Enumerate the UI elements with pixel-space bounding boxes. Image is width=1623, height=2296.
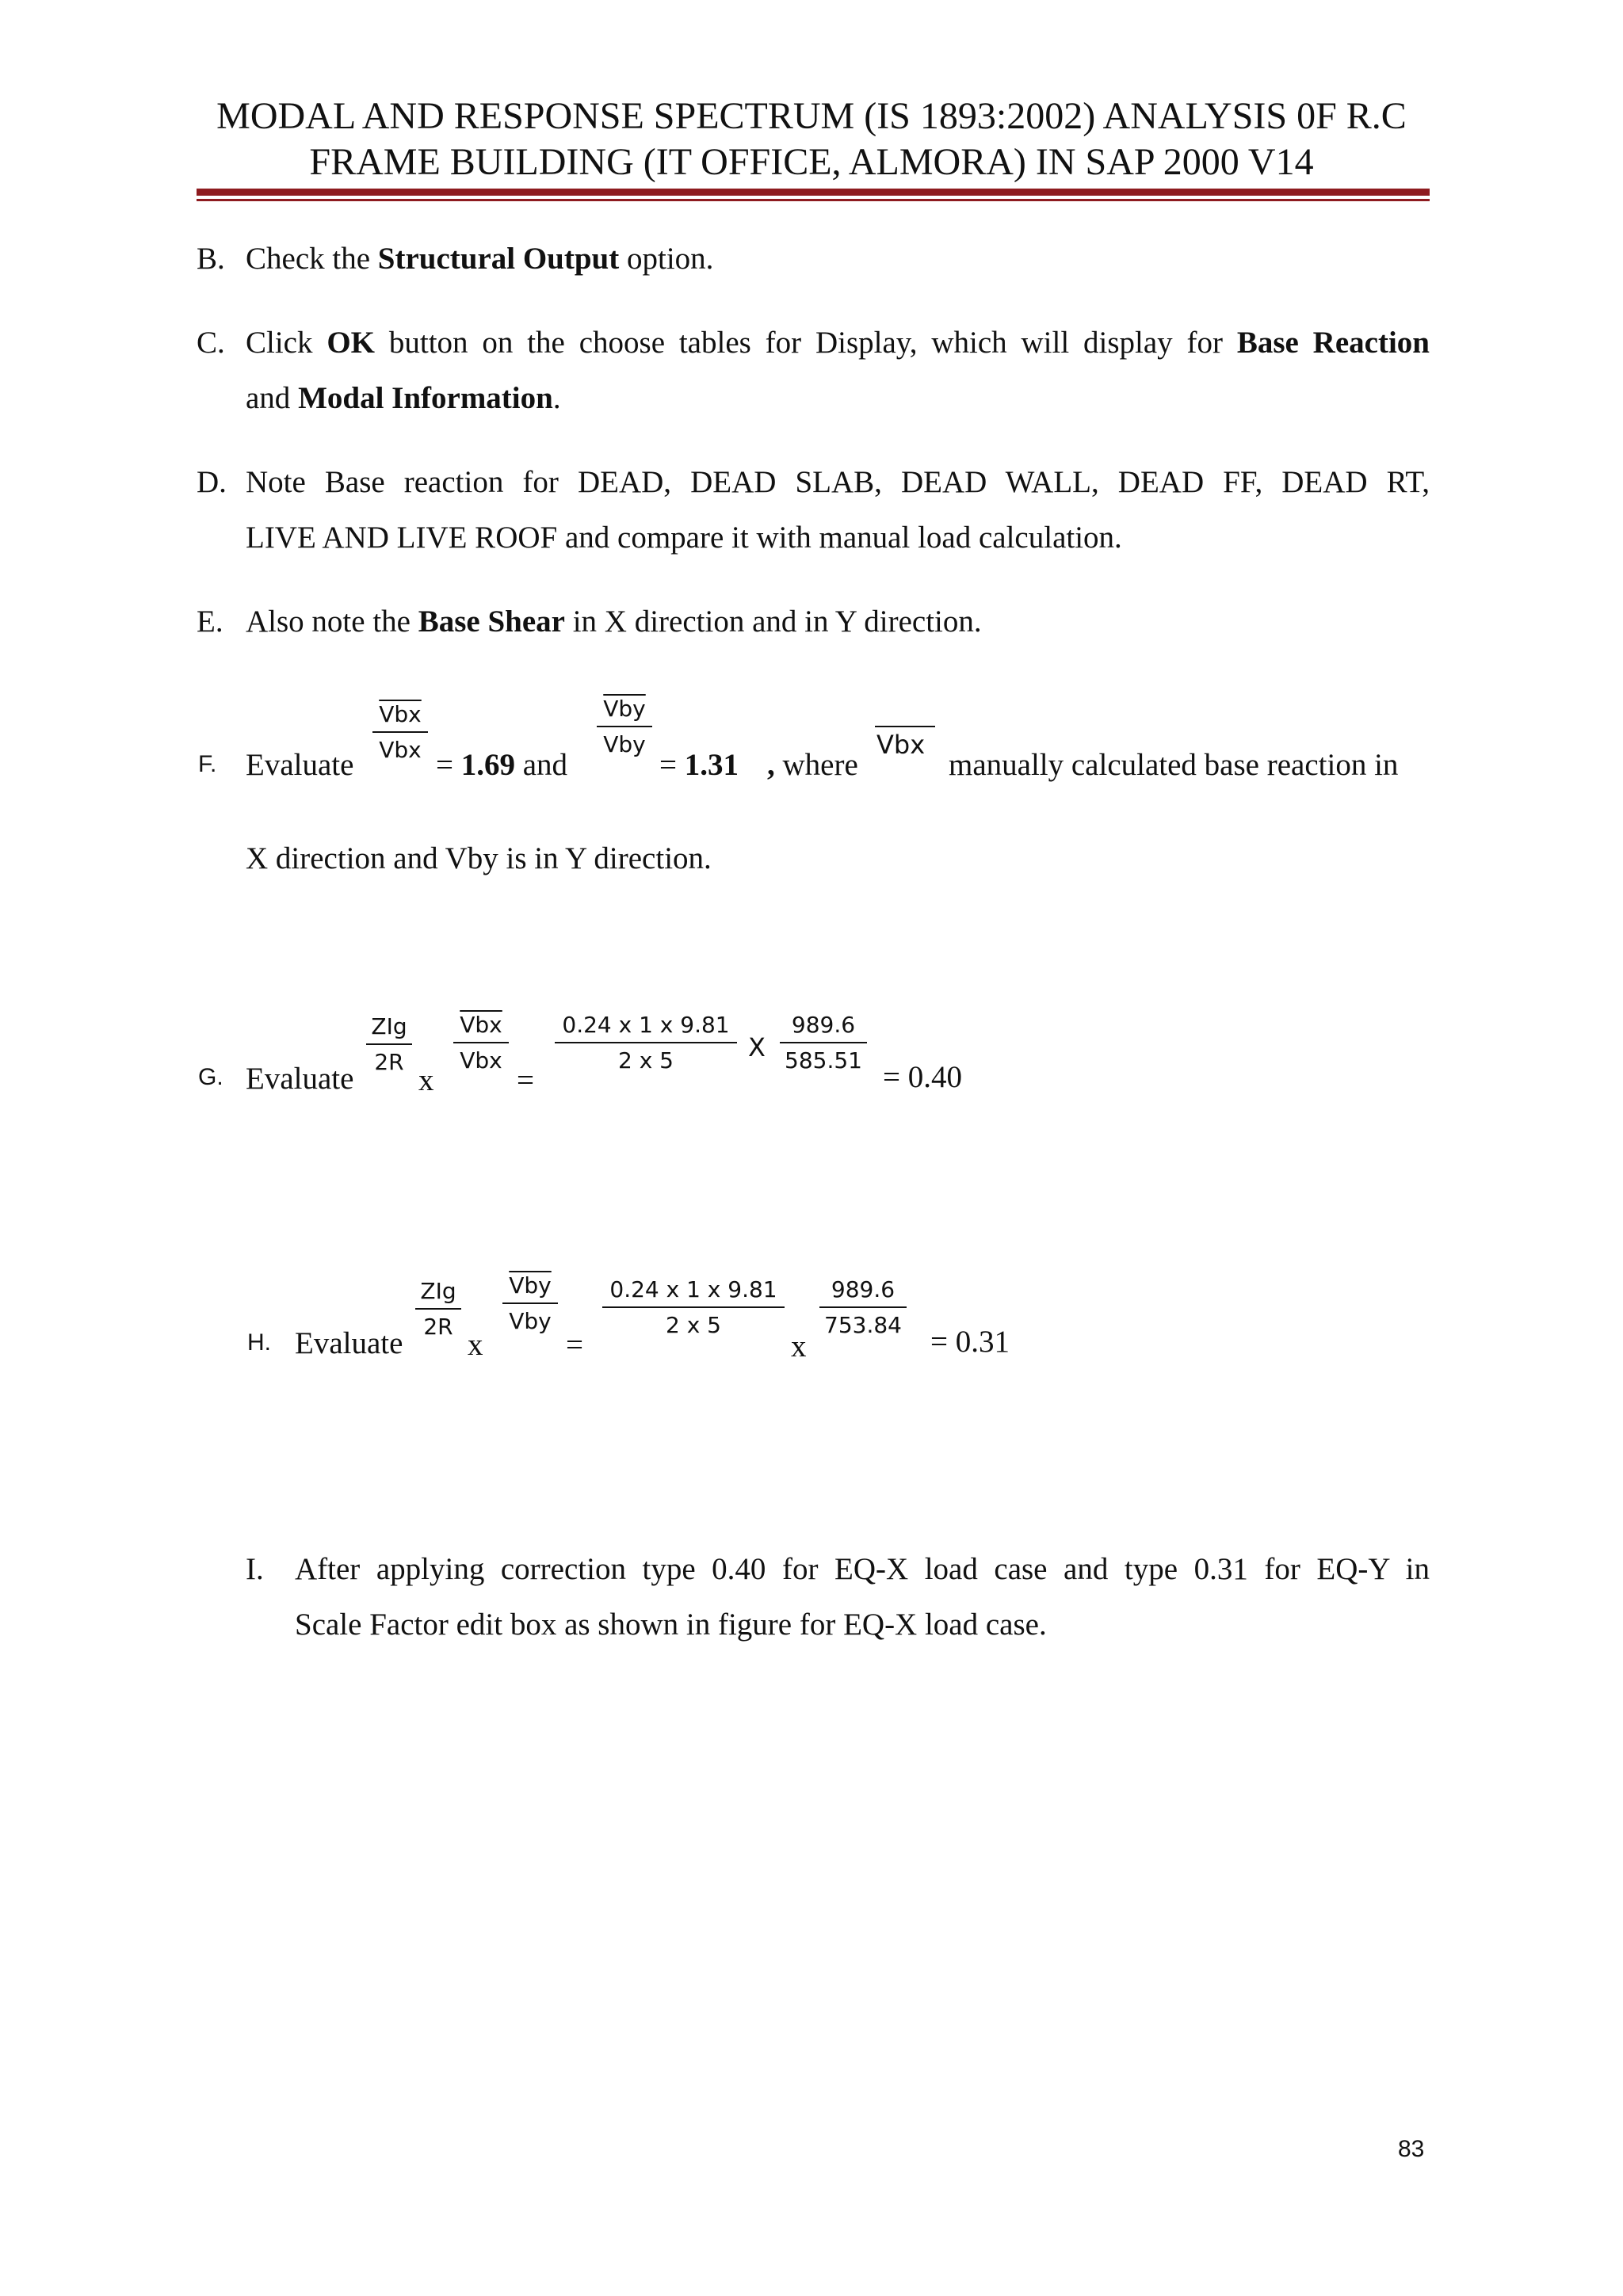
item-c-bold-modal-info: Modal Information bbox=[298, 381, 553, 415]
item-f-frac2-bar bbox=[597, 726, 652, 727]
item-h-evaluate: Evaluate bbox=[295, 1326, 403, 1360]
item-h-2r: 2R bbox=[423, 1314, 453, 1340]
item-i-line-1: After applying correction type 0.40 for EQ-X load case and type 0.31 for EQ-Y in bbox=[295, 1552, 1430, 1586]
item-g-label: G. bbox=[198, 1064, 223, 1090]
item-f-where bbox=[767, 749, 858, 780]
item-h-fraction-ratio bbox=[819, 1276, 907, 1340]
header-line-1: MODAL AND RESPONSE SPECTRUM (IS 1893:2002) ANALYSIS 0F R.C bbox=[216, 95, 1407, 137]
item-c-bold-base-reaction: Base Reaction bbox=[1236, 326, 1430, 360]
item-h-fraction-zone bbox=[602, 1276, 785, 1340]
item-h-den-1: 2 x 5 bbox=[666, 1312, 721, 1338]
item-c-bold-ok: OK bbox=[327, 326, 376, 360]
item-g-zig-bar bbox=[366, 1043, 412, 1045]
item-h-num-1: 0.24 x 1 x 9.81 bbox=[609, 1276, 777, 1302]
item-f-eq1-sign: = bbox=[436, 748, 461, 782]
header-line-2: FRAME BUILDING (IT OFFICE, ALMORA) IN SAP 2000 V14 bbox=[309, 141, 1314, 183]
item-i-line-2: Scale Factor edit box as shown in figure for EQ-X load case. bbox=[295, 1608, 1047, 1642]
item-h-result: = 0.31 bbox=[930, 1325, 1010, 1359]
item-c-line-1 bbox=[246, 315, 1430, 371]
item-h-num-2: 989.6 bbox=[831, 1276, 896, 1302]
item-e-t2: in X direction and in Y direction. bbox=[564, 605, 982, 639]
item-g-fraction-vbx bbox=[453, 1011, 509, 1075]
item-e-label: E. bbox=[197, 605, 223, 639]
item-h-fraction-zig-2r bbox=[415, 1277, 461, 1341]
item-h-label: H. bbox=[247, 1329, 271, 1356]
item-f-value-2: 1.31 bbox=[684, 748, 739, 782]
item-b-text bbox=[246, 231, 1430, 287]
item-d-line-1: Note Base reaction for DEAD, DEAD SLAB, DEAD WALL, DEAD FF, DEAD RT, bbox=[246, 465, 1430, 499]
header-rule-thin bbox=[197, 199, 1430, 201]
item-f-frac2-num: $\overline{Vby}$ bbox=[603, 696, 646, 722]
item-f-comma: , bbox=[767, 748, 783, 782]
item-c-line-2 bbox=[246, 371, 1430, 426]
item-g-fraction-zig-2r bbox=[366, 1013, 412, 1077]
item-f-line-2: X direction and Vby is in Y direction. bbox=[246, 841, 712, 875]
item-b-t2: option. bbox=[619, 242, 714, 276]
item-b-t1: Check the bbox=[246, 242, 378, 276]
item-f-eq1 bbox=[436, 749, 567, 780]
item-f-evaluate: Evaluate bbox=[246, 748, 354, 782]
item-g-num-2: 989.6 bbox=[791, 1012, 856, 1038]
item-g-result: = 0.40 bbox=[883, 1060, 962, 1094]
item-g-fraction-ratio bbox=[780, 1011, 867, 1075]
item-d-line-2: LIVE AND LIVE ROOF and compare it with manual load calculation. bbox=[246, 521, 1122, 555]
item-f-tail: manually calculated base reaction in bbox=[949, 748, 1399, 782]
item-h-equals: = bbox=[566, 1328, 583, 1362]
item-e-t1: Also note the bbox=[246, 605, 418, 639]
item-g-times-1: x bbox=[418, 1063, 434, 1097]
item-c-t3: and bbox=[246, 381, 299, 415]
item-g-bar-1 bbox=[555, 1042, 737, 1043]
item-g-den-1: 2 x 5 bbox=[618, 1047, 674, 1074]
item-f-frac2-den: Vby bbox=[603, 731, 646, 757]
item-f-eq2 bbox=[659, 749, 739, 780]
item-f-and: and bbox=[515, 748, 568, 782]
item-f-where-word: where bbox=[782, 748, 858, 782]
item-g-bar-2 bbox=[780, 1042, 867, 1043]
item-g-num-1: 0.24 x 1 x 9.81 bbox=[562, 1012, 730, 1038]
item-b-bold: Structural Output bbox=[377, 242, 620, 276]
item-h-times-2: x bbox=[791, 1329, 807, 1363]
item-g-equals: = bbox=[517, 1063, 534, 1097]
item-f-value-1: 1.69 bbox=[460, 748, 515, 782]
item-f-frac1-num: $\overline{Vbx}$ bbox=[379, 701, 422, 727]
item-c-t2: button on the choose tables for Display, which will display for bbox=[375, 326, 1237, 360]
item-f-fraction-vby bbox=[597, 695, 652, 759]
item-g-vbx-bar bbox=[453, 1042, 509, 1043]
item-e-bold: Base Shear bbox=[418, 605, 565, 639]
item-f-eq2-sign: = bbox=[659, 748, 685, 782]
item-f-vbx-overbar bbox=[875, 726, 935, 727]
item-f-vbx-symbol: Vbx bbox=[876, 730, 926, 760]
item-h-bar-1 bbox=[602, 1306, 785, 1308]
page-number: 83 bbox=[1398, 2136, 1425, 2162]
item-h-zig-bar bbox=[415, 1308, 461, 1310]
item-f-fraction-vbx bbox=[372, 700, 428, 765]
item-h-vby-num: $\overline{Vby}$ bbox=[509, 1272, 552, 1299]
item-g-vbx-den: Vbx bbox=[460, 1047, 502, 1074]
item-g-vbx-num: $\overline{Vbx}$ bbox=[460, 1012, 502, 1038]
item-c-label: C. bbox=[197, 326, 225, 360]
item-c-t1: Click bbox=[246, 326, 327, 360]
item-e-text bbox=[246, 594, 1430, 650]
item-h-bar-2 bbox=[819, 1306, 907, 1308]
header-rule-thick bbox=[197, 189, 1430, 196]
item-d-label: D. bbox=[197, 465, 227, 499]
item-g-zig: ZIg bbox=[371, 1013, 407, 1039]
item-h-vby-den: Vby bbox=[509, 1308, 552, 1334]
item-h-vby-bar bbox=[502, 1302, 558, 1304]
item-h-zig: ZIg bbox=[420, 1278, 456, 1304]
item-g-den-2: 585.51 bbox=[785, 1047, 862, 1074]
item-b-label: B. bbox=[197, 242, 225, 276]
item-g-2r: 2R bbox=[374, 1049, 404, 1075]
page-header bbox=[0, 93, 1623, 185]
item-c-t4: . bbox=[552, 381, 561, 415]
item-h-den-2: 753.84 bbox=[824, 1312, 902, 1338]
item-g-times-2: X bbox=[748, 1032, 766, 1062]
item-g-evaluate: Evaluate bbox=[246, 1062, 354, 1096]
item-h-times-1: x bbox=[468, 1328, 483, 1362]
item-g-fraction-zone bbox=[555, 1011, 737, 1075]
item-f-label: F. bbox=[198, 751, 217, 777]
item-f-frac1-den: Vbx bbox=[379, 737, 422, 763]
item-f-frac1-bar bbox=[372, 731, 428, 733]
item-h-fraction-vby bbox=[502, 1272, 558, 1336]
item-i-label: I. bbox=[246, 1552, 264, 1586]
